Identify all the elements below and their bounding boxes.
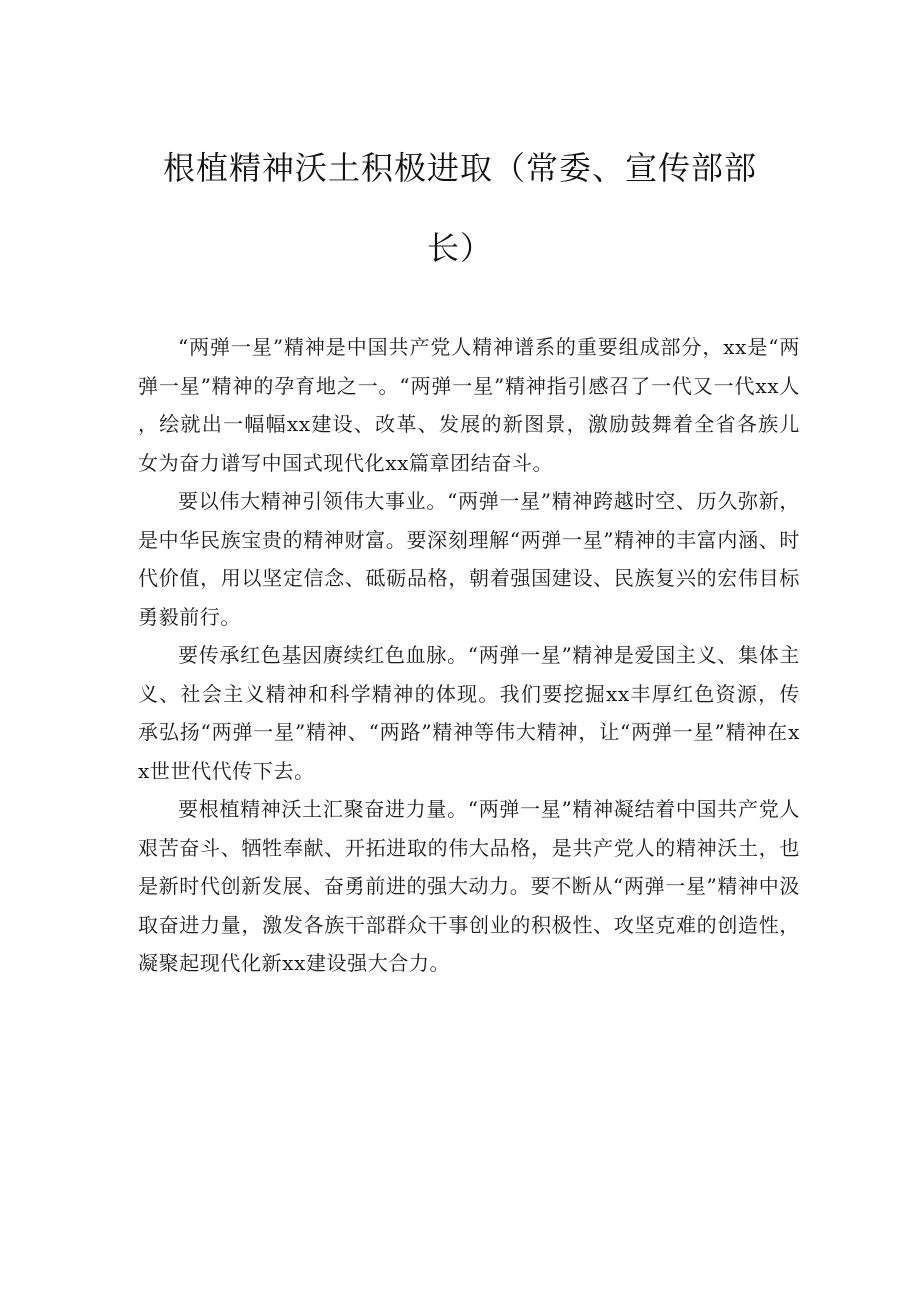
paragraph-3: 要传承红色基因赓续红色血脉。“两弹一星”精神是爱国主义、集体主义、社会主义精神和科学精神的体现。我们要挖掘xx丰厚红色资源，传承弘扬“两弹一星”精神、“两路”精神等伟大精神，让“两弹一星”精神在xx世世代代传下去。 xyxy=(138,643,800,783)
paragraph-1: “两弹一星”精神是中国共产党人精神谱系的重要组成部分，xx是“两弹一星”精神的孕育地之一。“两弹一星”精神指引感召了一代又一代xx人，绘就出一幅幅xx建设、改革、发展的新图景，激励鼓舞着全省各族儿女为奋力谱写中国式现代化xx篇章团结奋斗。 xyxy=(138,335,800,475)
document-title-line-1: 根植精神沃土积极进取（常委、宣传部部 xyxy=(162,149,757,187)
paragraph-4: 要根植精神沃土汇聚奋进力量。“两弹一星”精神凝结着中国共产党人艰苦奋斗、牺牲奉献、开拓进取的伟大品格，是共产党人的精神沃土，也是新时代创新发展、奋勇前进的强大动力。要不断从“两弹一星”精神中汲取奋进力量，激发各族干部群众干事创业的积极性、攻坚克难的创造性，凝聚起现代化新xx建设强大合力。 xyxy=(138,797,800,975)
paragraph-2: 要以伟大精神引领伟大事业。“两弹一星”精神跨越时空、历久弥新，是中华民族宝贵的精神财富。要深刻理解“两弹一星”精神的丰富内涵、时代价值，用以坚定信念、砥砺品格，朝着强国建设、民族复兴的宏伟目标勇毅前行。 xyxy=(138,489,800,629)
document-title-line-2: 长） xyxy=(426,229,493,267)
document-body xyxy=(138,328,800,983)
